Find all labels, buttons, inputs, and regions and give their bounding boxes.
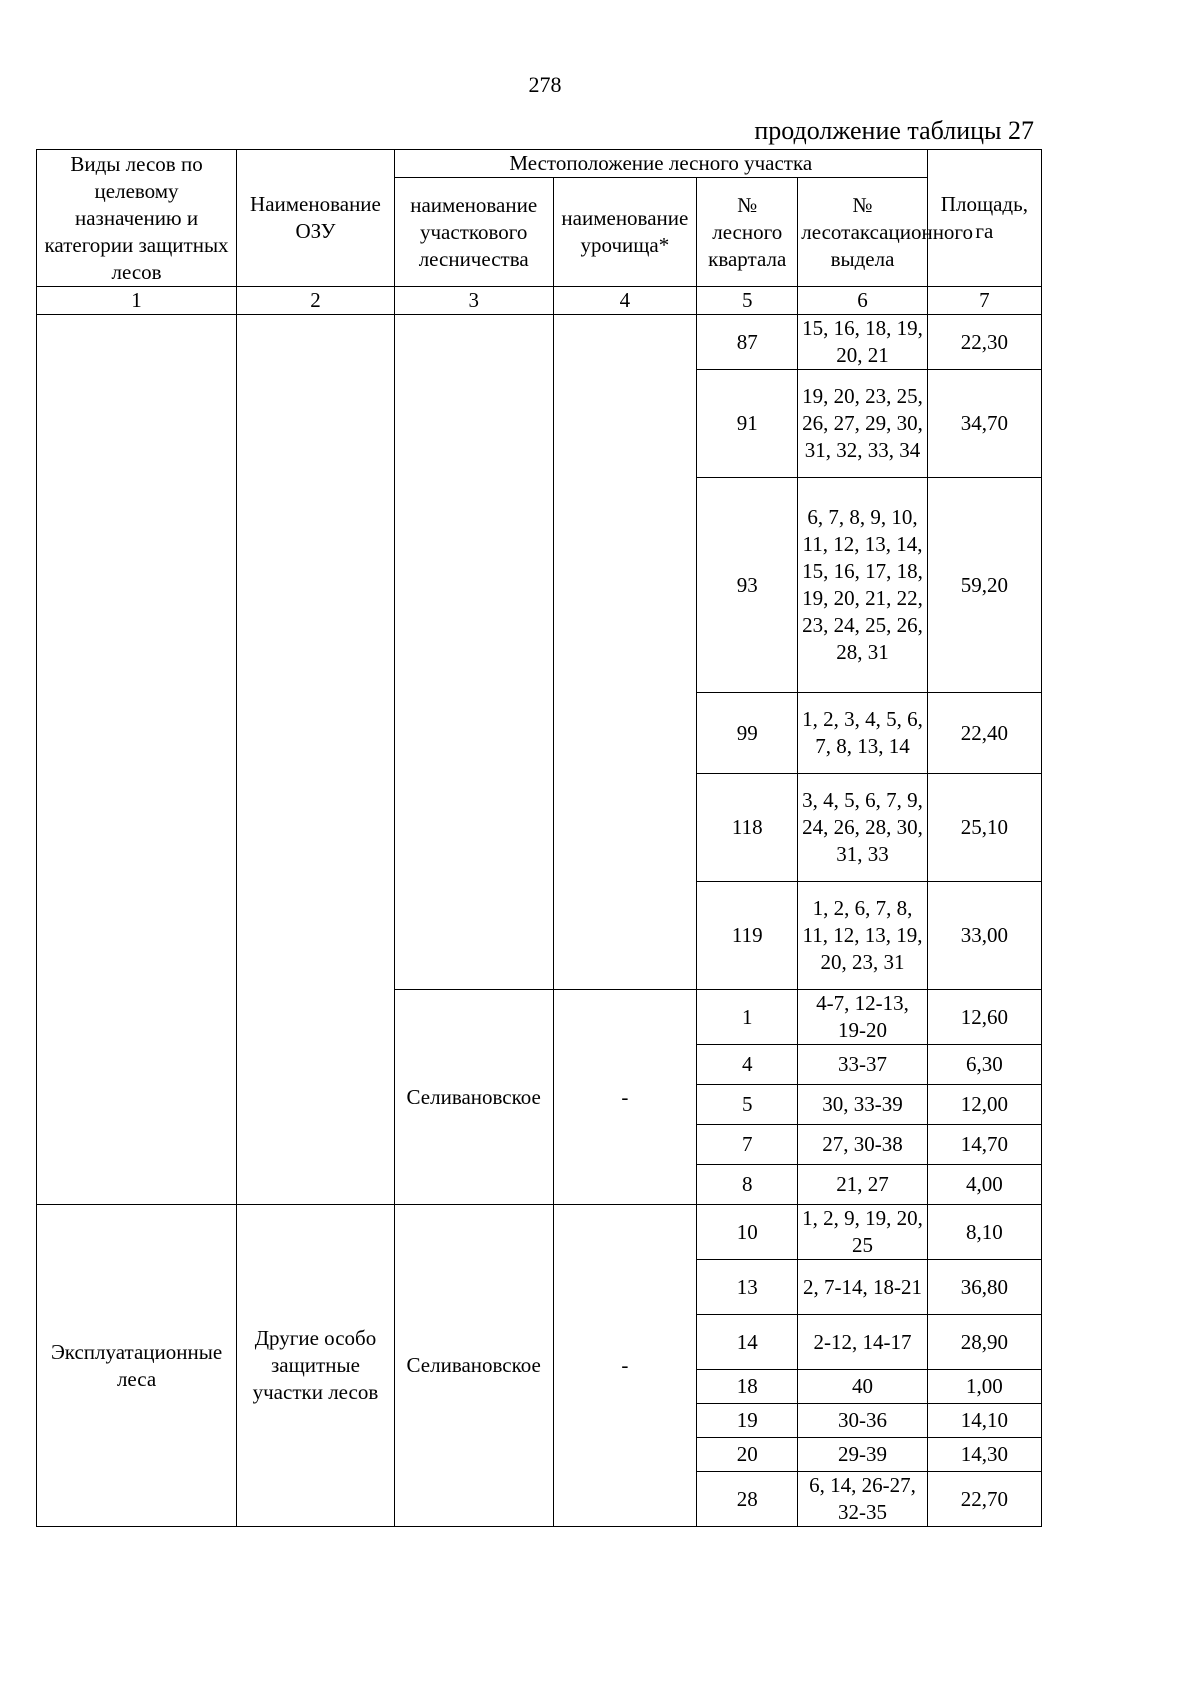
plot-numbers-cell: 15, 16, 18, 19, 20, 21 — [798, 315, 927, 370]
header-district: наименование участкового лесничества — [394, 178, 553, 287]
table-body — [37, 315, 1042, 1527]
area-cell: 36,80 — [927, 1260, 1041, 1315]
plot-numbers-cell: 27, 30-38 — [798, 1125, 927, 1165]
area-cell: 22,30 — [927, 315, 1041, 370]
quarter-number-cell: 93 — [697, 478, 798, 693]
plot-numbers-cell: 2-12, 14-17 — [798, 1315, 927, 1370]
ozu-name-cell-empty — [237, 315, 395, 1205]
header-ozu-name: Наименование ОЗУ — [237, 150, 395, 287]
area-cell: 34,70 — [927, 370, 1041, 478]
header-quarter: № лесного квартала — [697, 178, 798, 287]
forest-table — [36, 149, 1042, 1527]
header-row-top — [37, 150, 1042, 178]
table-caption: продолжение таблицы 27 — [754, 116, 1034, 145]
district-cell-empty — [394, 315, 553, 990]
page-number: 278 — [528, 72, 562, 97]
plot-numbers-cell: 40 — [798, 1370, 927, 1404]
area-cell: 28,90 — [927, 1315, 1041, 1370]
plot-numbers-cell: 4-7, 12-13, 19-20 — [798, 990, 927, 1045]
column-number-row — [37, 287, 1042, 315]
plot-numbers-cell: 30, 33-39 — [798, 1085, 927, 1125]
forest-type-cell-empty — [37, 315, 237, 1205]
quarter-number-cell: 7 — [697, 1125, 798, 1165]
column-number: 4 — [553, 287, 697, 315]
quarter-number-cell: 28 — [697, 1472, 798, 1527]
plot-numbers-cell: 6, 7, 8, 9, 10, 11, 12, 13, 14, 15, 16, 17, 18, 19, 20, 21, 22, 23, 24, 25, 26, 28, 31 — [798, 478, 927, 693]
quarter-number-cell: 14 — [697, 1315, 798, 1370]
area-cell: 14,30 — [927, 1438, 1041, 1472]
quarter-number-cell: 20 — [697, 1438, 798, 1472]
quarter-number-cell: 91 — [697, 370, 798, 478]
plot-numbers-cell: 19, 20, 23, 25, 26, 27, 29, 30, 31, 32, 33, 34 — [798, 370, 927, 478]
area-cell: 12,60 — [927, 990, 1041, 1045]
header-plots: № лесотаксационного выдела — [798, 178, 927, 287]
area-cell: 25,10 — [927, 774, 1041, 882]
quarter-number-cell: 5 — [697, 1085, 798, 1125]
column-number: 3 — [394, 287, 553, 315]
quarter-number-cell: 13 — [697, 1260, 798, 1315]
quarter-number-cell: 118 — [697, 774, 798, 882]
header-location-group: Местоположение лесного участка — [394, 150, 927, 178]
plot-numbers-cell: 2, 7-14, 18-21 — [798, 1260, 927, 1315]
area-cell: 22,40 — [927, 693, 1041, 774]
area-cell: 12,00 — [927, 1085, 1041, 1125]
area-cell: 33,00 — [927, 882, 1041, 990]
tract-cell-empty — [553, 315, 697, 990]
area-cell: 4,00 — [927, 1165, 1041, 1205]
area-cell: 1,00 — [927, 1370, 1041, 1404]
area-cell: 14,10 — [927, 1404, 1041, 1438]
area-cell: 8,10 — [927, 1205, 1041, 1260]
plot-numbers-cell: 1, 2, 9, 19, 20, 25 — [798, 1205, 927, 1260]
ozu-name-cell: Другие особо защитные участки лесов — [237, 1205, 395, 1527]
area-cell: 59,20 — [927, 478, 1041, 693]
plot-numbers-cell: 1, 2, 6, 7, 8, 11, 12, 13, 19, 20, 23, 31 — [798, 882, 927, 990]
quarter-number-cell: 119 — [697, 882, 798, 990]
district-cell: Селивановское — [394, 990, 553, 1205]
quarter-number-cell: 10 — [697, 1205, 798, 1260]
quarter-number-cell: 8 — [697, 1165, 798, 1205]
column-number: 2 — [237, 287, 395, 315]
tract-cell: - — [553, 1205, 697, 1527]
column-number: 6 — [798, 287, 927, 315]
table-row — [37, 315, 1042, 370]
quarter-number-cell: 18 — [697, 1370, 798, 1404]
area-cell: 22,70 — [927, 1472, 1041, 1527]
district-cell: Селивановское — [394, 1205, 553, 1527]
area-cell: 14,70 — [927, 1125, 1041, 1165]
quarter-number-cell: 4 — [697, 1045, 798, 1085]
header-forest-type: Виды лесов по целевому назначению и категории защитных лесов — [37, 150, 237, 287]
plot-numbers-cell: 30-36 — [798, 1404, 927, 1438]
table-row — [37, 1205, 1042, 1260]
plot-numbers-cell: 1, 2, 3, 4, 5, 6, 7, 8, 13, 14 — [798, 693, 927, 774]
plot-numbers-cell: 21, 27 — [798, 1165, 927, 1205]
plot-numbers-cell: 6, 14, 26-27, 32-35 — [798, 1472, 927, 1527]
column-number: 5 — [697, 287, 798, 315]
plot-numbers-cell: 3, 4, 5, 6, 7, 9, 24, 26, 28, 30, 31, 33 — [798, 774, 927, 882]
plot-numbers-cell: 33-37 — [798, 1045, 927, 1085]
quarter-number-cell: 1 — [697, 990, 798, 1045]
header-tract: наименование урочища* — [553, 178, 697, 287]
column-number: 7 — [927, 287, 1041, 315]
quarter-number-cell: 99 — [697, 693, 798, 774]
plot-numbers-cell: 29-39 — [798, 1438, 927, 1472]
header-area: Площадь, га — [927, 150, 1041, 287]
forest-type-cell: Эксплуатационные леса — [37, 1205, 237, 1527]
area-cell: 6,30 — [927, 1045, 1041, 1085]
quarter-number-cell: 19 — [697, 1404, 798, 1438]
quarter-number-cell: 87 — [697, 315, 798, 370]
tract-cell: - — [553, 990, 697, 1205]
column-number: 1 — [37, 287, 237, 315]
